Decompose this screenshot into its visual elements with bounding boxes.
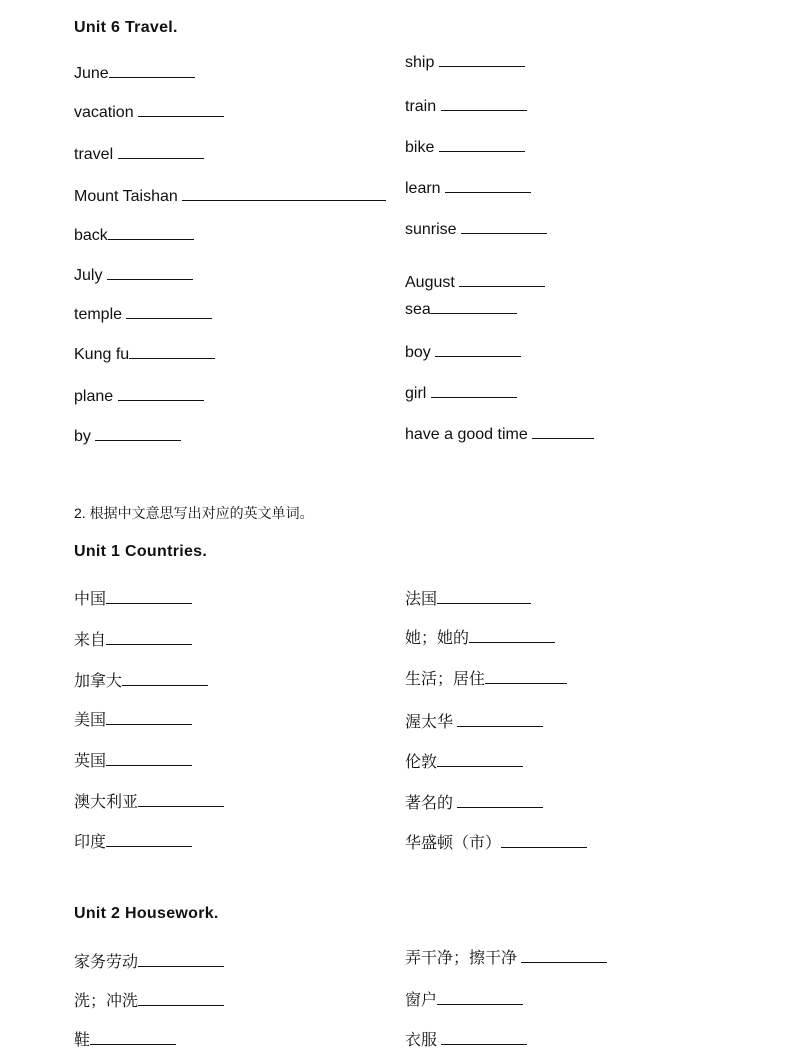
unit1-item-live: 生活；居住 (405, 666, 567, 689)
unit6-item-by: by (74, 426, 181, 446)
unit6-item-boy: boy (405, 342, 521, 362)
answer-blank[interactable] (138, 102, 224, 117)
answer-blank[interactable] (431, 383, 517, 398)
answer-blank[interactable] (106, 630, 192, 645)
answer-blank[interactable] (501, 833, 587, 848)
answer-blank[interactable] (118, 144, 204, 159)
unit6-item-june: June (74, 63, 195, 83)
exercise-instruction: 2. 根据中文意思写出对应的英文单词。 (74, 505, 314, 521)
unit6-item-travel: travel (74, 144, 204, 164)
answer-blank[interactable] (485, 669, 567, 684)
unit6-item-girl: girl (405, 383, 517, 403)
unit2-item-wash: 洗；冲洗 (74, 988, 224, 1011)
answer-blank[interactable] (118, 386, 204, 401)
answer-blank[interactable] (95, 426, 181, 441)
unit6-item-plane: plane (74, 386, 204, 406)
answer-blank[interactable] (532, 424, 594, 439)
unit6-item-temple: temple (74, 304, 212, 324)
unit6-item-july: July (74, 265, 193, 285)
answer-blank[interactable] (445, 178, 531, 193)
answer-blank[interactable] (441, 96, 527, 111)
unit6-item-train: train (405, 96, 527, 116)
unit1-title: Unit 1 Countries. (74, 543, 208, 560)
answer-blank[interactable] (457, 793, 543, 808)
unit6-title: Unit 6 Travel. (74, 19, 178, 36)
unit2-item-shoes: 鞋 (74, 1027, 176, 1050)
unit1-item-australia: 澳大利亚 (74, 789, 224, 812)
answer-blank[interactable] (431, 299, 517, 314)
unit6-item-kung-fu: Kung fu (74, 344, 215, 364)
answer-blank[interactable] (122, 671, 208, 686)
unit1-item-come-from: 来自 (74, 627, 192, 650)
unit6-item-back: back (74, 225, 194, 245)
unit1-item-famous: 著名的 (405, 790, 543, 813)
answer-blank[interactable] (138, 952, 224, 967)
answer-blank[interactable] (106, 832, 192, 847)
unit2-title: Unit 2 Housework. (74, 905, 219, 922)
answer-blank[interactable] (461, 219, 547, 234)
unit2-item-window: 窗户 (405, 987, 523, 1010)
answer-blank[interactable] (138, 792, 224, 807)
unit1-item-usa: 美国 (74, 707, 192, 730)
unit6-item-vacation: vacation (74, 102, 224, 122)
answer-blank[interactable] (439, 137, 525, 152)
unit1-item-ottawa: 渥太华 (405, 709, 543, 732)
answer-blank[interactable] (90, 1030, 176, 1045)
answer-blank[interactable] (106, 751, 192, 766)
unit6-item-august: August (405, 272, 545, 292)
answer-blank[interactable] (457, 712, 543, 727)
answer-blank[interactable] (182, 186, 386, 201)
unit6-item-mount-taishan: Mount Taishan (74, 186, 386, 206)
answer-blank[interactable] (435, 342, 521, 357)
answer-blank[interactable] (126, 304, 212, 319)
answer-blank[interactable] (441, 1030, 527, 1045)
unit6-item-sea: sea (405, 299, 517, 319)
answer-blank[interactable] (106, 589, 192, 604)
unit1-item-washington: 华盛顿（市） (405, 830, 587, 853)
answer-blank[interactable] (437, 752, 523, 767)
unit6-item-sunrise: sunrise (405, 219, 547, 239)
unit6-item-bike: bike (405, 137, 525, 157)
unit1-item-india: 印度 (74, 829, 192, 852)
unit6-item-ship: ship (405, 52, 525, 72)
answer-blank[interactable] (459, 272, 545, 287)
answer-blank[interactable] (469, 628, 555, 643)
unit1-item-uk: 英国 (74, 748, 192, 771)
unit1-item-london: 伦敦 (405, 749, 523, 772)
answer-blank[interactable] (129, 344, 215, 359)
unit1-item-china: 中国 (74, 586, 192, 609)
unit1-item-france: 法国 (405, 586, 531, 609)
unit2-item-clean: 弄干净；擦干净 (405, 945, 607, 968)
unit1-item-she-her: 她；她的 (405, 625, 555, 648)
answer-blank[interactable] (439, 52, 525, 67)
answer-blank[interactable] (108, 225, 194, 240)
unit1-item-canada: 加拿大 (74, 668, 208, 691)
unit2-item-clothes: 衣服 (405, 1027, 527, 1050)
unit6-item-have-a-good-time: have a good time (405, 424, 594, 444)
answer-blank[interactable] (138, 991, 224, 1006)
unit2-item-housework: 家务劳动 (74, 949, 224, 972)
answer-blank[interactable] (437, 589, 531, 604)
answer-blank[interactable] (521, 948, 607, 963)
unit6-item-learn: learn (405, 178, 531, 198)
answer-blank[interactable] (107, 265, 193, 280)
answer-blank[interactable] (106, 710, 192, 725)
answer-blank[interactable] (109, 63, 195, 78)
answer-blank[interactable] (437, 990, 523, 1005)
